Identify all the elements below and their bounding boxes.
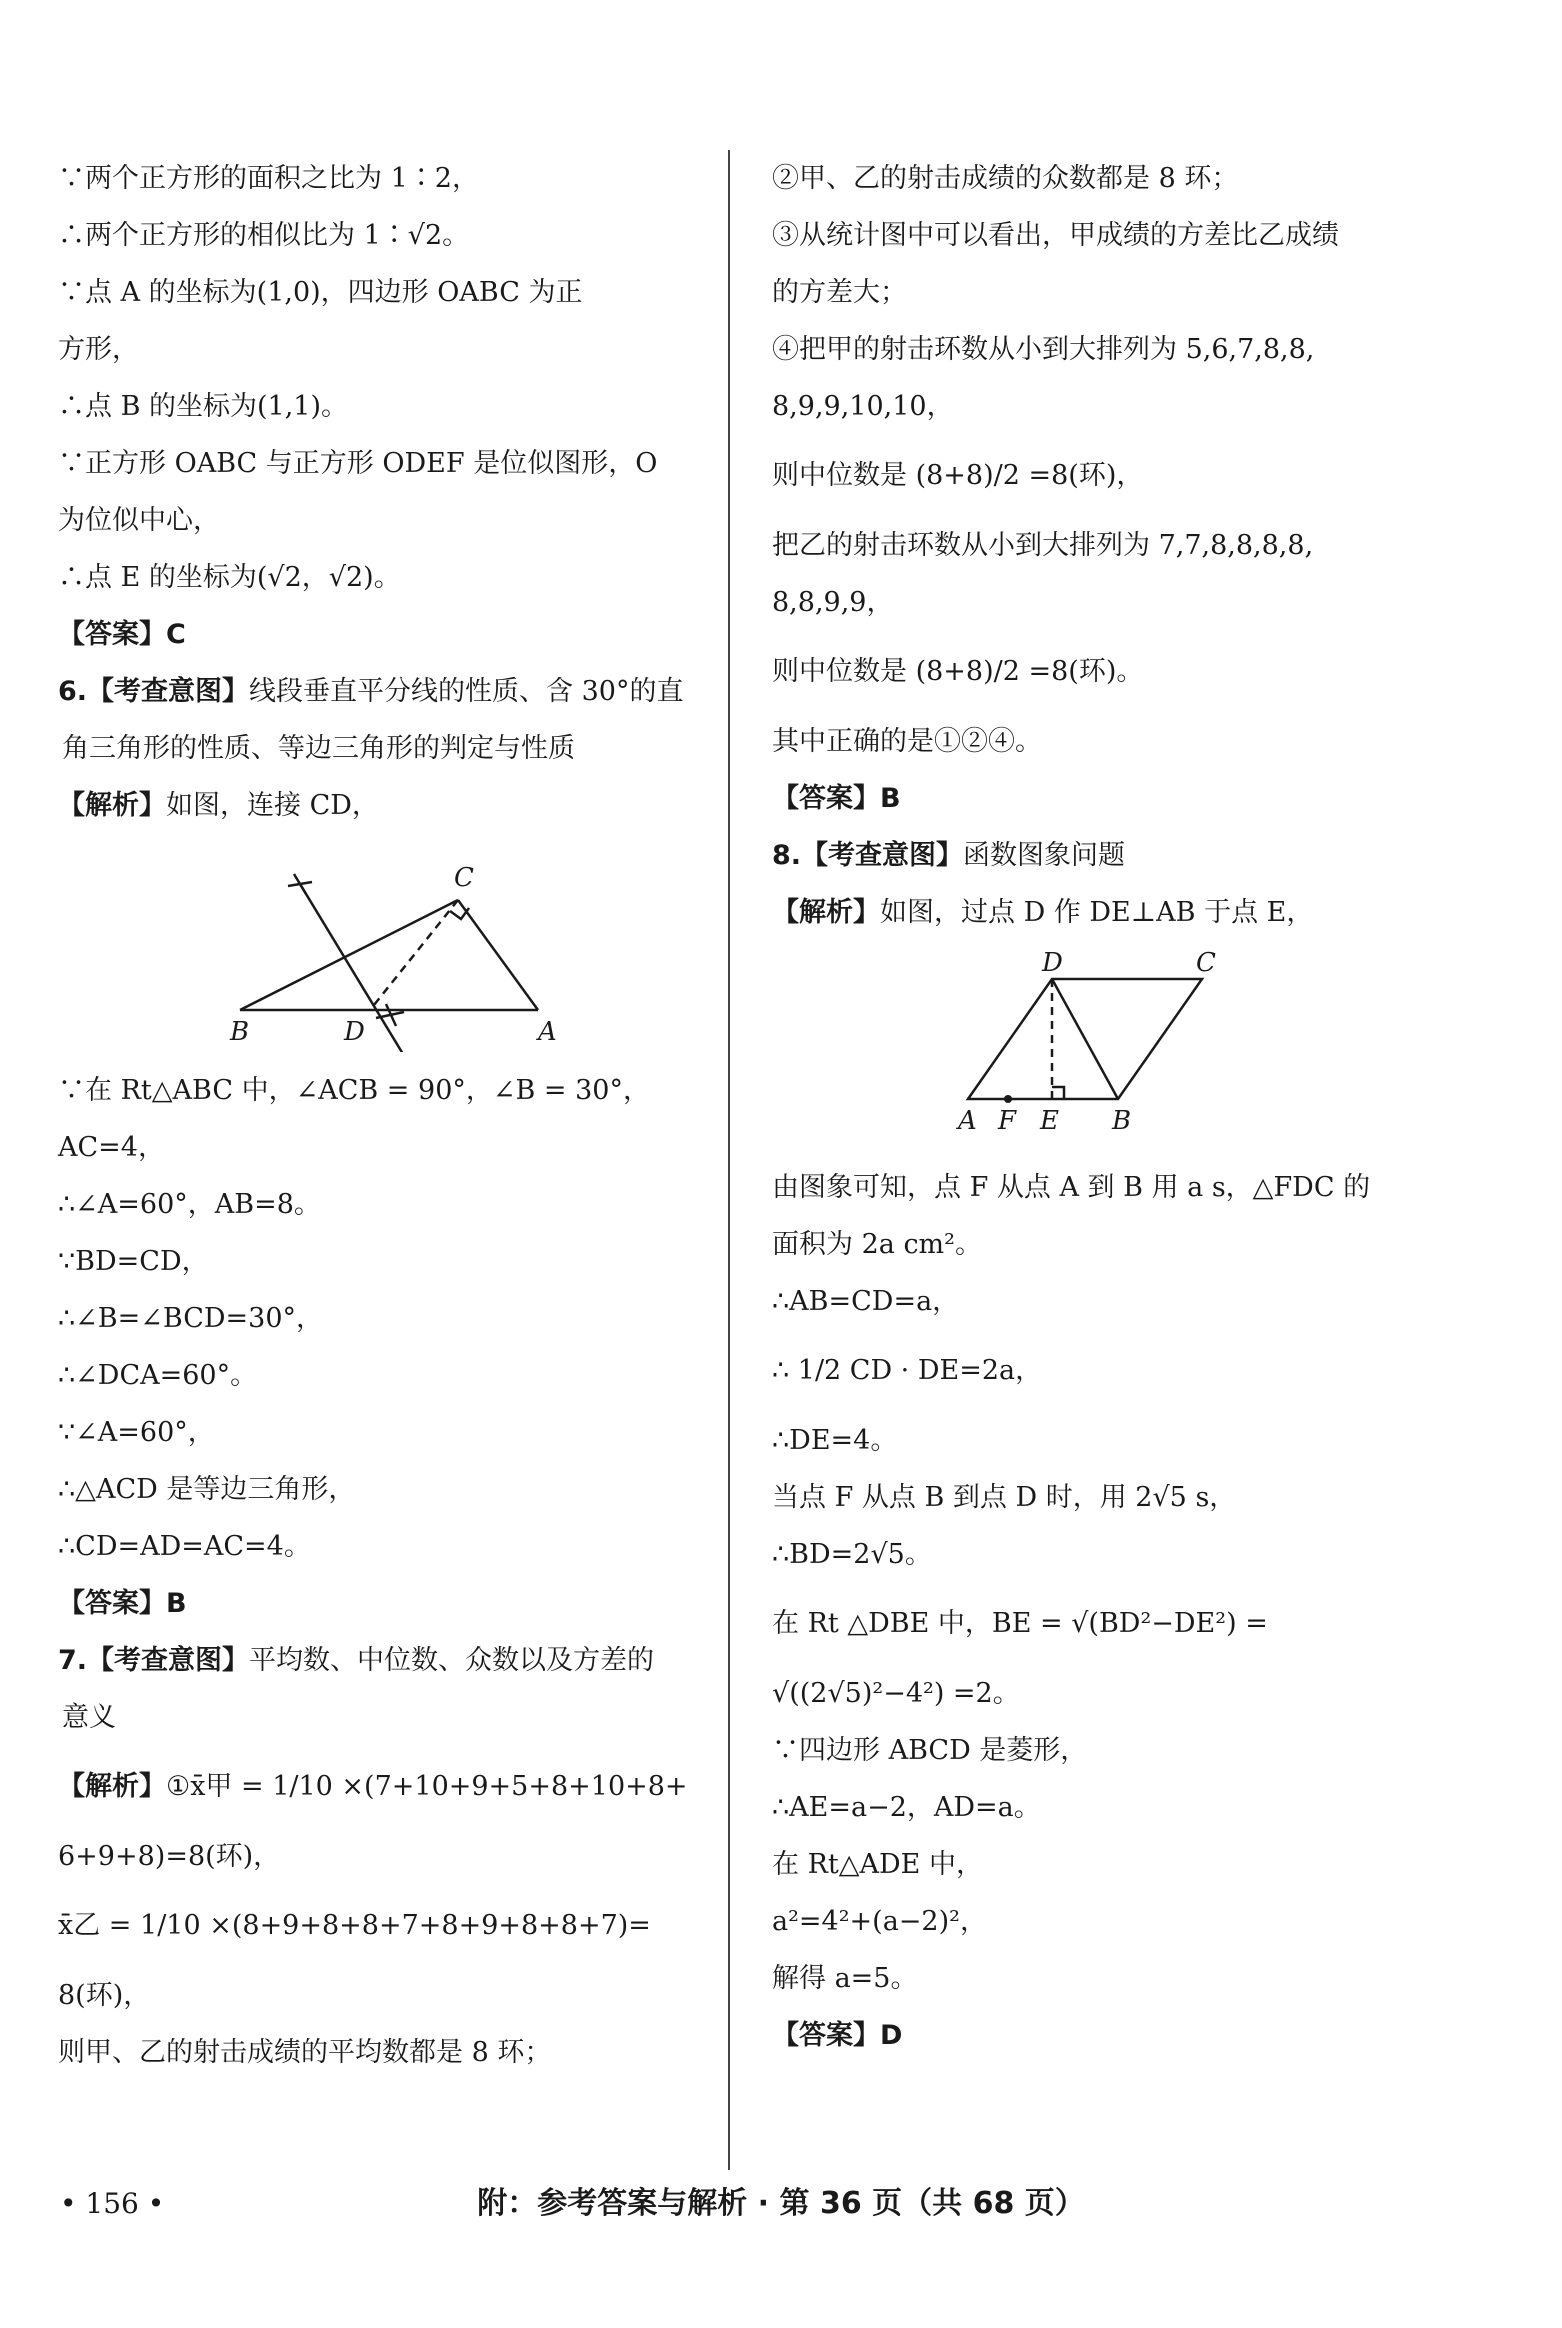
label-A: A bbox=[958, 1106, 977, 1136]
text-line: ∴∠A=60°，AB=8。 bbox=[58, 1189, 321, 1220]
label-F: F bbox=[998, 1106, 1017, 1136]
analysis-line bbox=[58, 1746, 698, 1828]
label-D: D bbox=[344, 1017, 365, 1047]
text-line: ∵∠A=60°， bbox=[58, 1417, 215, 1448]
label-C: C bbox=[454, 863, 474, 893]
text-line: ∴BD=2√5。 bbox=[772, 1539, 932, 1570]
label-D: D bbox=[1042, 949, 1063, 978]
text-line: AC=4， bbox=[58, 1132, 165, 1163]
page-number: • 156 • bbox=[60, 2187, 165, 2220]
column-divider bbox=[728, 150, 730, 2170]
question-6-heading bbox=[58, 663, 698, 720]
text-line: ∵在 Rt△ABC 中，∠ACB = 90°，∠B = 30°， bbox=[58, 1075, 650, 1106]
text-line: ∵正方形 OABC 与正方形 ODEF 是位似图形，O bbox=[58, 448, 658, 479]
right-column bbox=[772, 150, 1432, 2064]
label-A: A bbox=[538, 1017, 557, 1047]
text-line: 在 Rt△ADE 中， bbox=[772, 1849, 983, 1880]
page-footer bbox=[0, 2180, 1562, 2228]
text-line: ④把甲的射击环数从小到大排列为 5,6,7,8,8, bbox=[772, 334, 1315, 365]
text-line: ②甲、乙的射击成绩的众数都是 8 环； bbox=[772, 163, 1239, 194]
question-number: 8. bbox=[772, 840, 802, 871]
text-line: √((2√5)²−4²) =2。 bbox=[772, 1678, 1020, 1709]
question-7-heading bbox=[58, 1632, 698, 1689]
text-line: 方形， bbox=[58, 334, 139, 365]
triangle-figure bbox=[58, 842, 698, 1052]
text-line: 解得 a=5。 bbox=[772, 1963, 918, 1994]
answer-label: 【答案】D bbox=[772, 2020, 903, 2051]
text-line: 意义 bbox=[62, 1702, 116, 1733]
label-B: B bbox=[230, 1017, 250, 1047]
analysis-tag: 【解析】 bbox=[58, 790, 166, 821]
text-line: 6+9+8)=8(环)， bbox=[58, 1841, 281, 1872]
text-line: 8,8,9,9， bbox=[772, 587, 894, 618]
answer-label: 【答案】B bbox=[772, 783, 901, 814]
text-line: a²=4²+(a−2)²， bbox=[772, 1906, 987, 1937]
text-line: 由图象可知，点 F 从点 A 到 B 用 a s，△FDC 的 bbox=[772, 1172, 1371, 1203]
text-line: ∴ 1/2 CD · DE=2a， bbox=[772, 1355, 1043, 1386]
text-line: ∴点 B 的坐标为(1,1)。 bbox=[58, 391, 349, 422]
text-line: ③从统计图中可以看出，甲成绩的方差比乙成绩 bbox=[772, 220, 1339, 251]
text-line: ∴CD=AD=AC=4。 bbox=[58, 1531, 311, 1562]
analysis-text: 如图，过点 D 作 DE⊥AB 于点 E， bbox=[880, 897, 1314, 928]
section-tag: 【考查意图】 bbox=[87, 1645, 250, 1676]
label-B: B bbox=[1112, 1106, 1132, 1136]
answer-label: 【答案】B bbox=[58, 1588, 187, 1619]
text-line: 8,9,9,10,10， bbox=[772, 391, 954, 422]
text-line: 把乙的射击环数从小到大排列为 7,7,8,8,8,8, bbox=[772, 530, 1314, 561]
label-C: C bbox=[1196, 949, 1216, 978]
text-line: ∴点 E 的坐标为(√2，√2)。 bbox=[58, 562, 401, 593]
analysis-text: 如图，连接 CD， bbox=[166, 790, 379, 821]
text-line: 则中位数是 (8+8)/2 =8(环)， bbox=[772, 460, 1144, 491]
right-angle-mark bbox=[1052, 1087, 1064, 1099]
diagonal-BD bbox=[1052, 979, 1118, 1099]
answer-label: 【答案】C bbox=[58, 619, 186, 650]
rhombus-figure bbox=[772, 949, 1432, 1149]
text-line: ∴AB=CD=a， bbox=[772, 1286, 960, 1317]
analysis-tag: 【解析】 bbox=[772, 897, 880, 928]
text-line: x̄乙 = 1/10 ×(8+9+8+8+7+8+9+8+8+7)= bbox=[58, 1910, 651, 1941]
text-line: 则甲、乙的射击成绩的平均数都是 8 环； bbox=[58, 2037, 552, 2068]
text-line: 在 Rt △DBE 中，BE = √(BD²−DE²) = bbox=[772, 1608, 1268, 1639]
question-text: 线段垂直平分线的性质、含 30°的直 bbox=[249, 676, 684, 707]
text-line: ∵四边形 ABCD 是菱形， bbox=[772, 1735, 1088, 1766]
analysis-tag: 【解析】 bbox=[58, 1771, 166, 1802]
label-E: E bbox=[1040, 1106, 1059, 1136]
text-line: ∴DE=4。 bbox=[772, 1425, 898, 1456]
text-line: 8(环)， bbox=[58, 1980, 151, 2011]
text-line: 角三角形的性质、等边三角形的判定与性质 bbox=[62, 733, 575, 764]
text-line: ∴△ACD 是等边三角形， bbox=[58, 1474, 356, 1505]
text-line: 其中正确的是①②④。 bbox=[772, 726, 1042, 757]
analysis-line bbox=[58, 777, 698, 834]
question-number: 6. bbox=[58, 676, 88, 707]
section-tag: 【考查意图】 bbox=[87, 676, 250, 707]
text-line: 则中位数是 (8+8)/2 =8(环)。 bbox=[772, 656, 1144, 687]
text-line: ∴∠DCA=60°。 bbox=[58, 1360, 258, 1391]
segment-CD-dashed bbox=[370, 900, 458, 1010]
question-number: 7. bbox=[58, 1645, 88, 1676]
point-F bbox=[1004, 1095, 1012, 1103]
left-column bbox=[58, 150, 698, 2081]
question-text: 平均数、中位数、众数以及方差的 bbox=[249, 1645, 655, 1676]
text-line: 面积为 2a cm²。 bbox=[772, 1229, 982, 1260]
segment-BC bbox=[240, 900, 458, 1010]
text-line: 当点 F 从点 B 到点 D 时，用 2√5 s， bbox=[772, 1482, 1237, 1513]
question-8-heading bbox=[772, 827, 1432, 884]
text-line: ∵BD=CD， bbox=[58, 1246, 209, 1277]
footer-title: 附：参考答案与解析 · 第 36 页（共 68 页） bbox=[477, 2186, 1085, 2221]
text-line: 为位似中心， bbox=[58, 505, 220, 536]
question-text: 函数图象问题 bbox=[963, 840, 1126, 871]
analysis-text: ①x̄甲 = 1/10 ×(7+10+9+5+8+10+8+ bbox=[166, 1771, 688, 1802]
analysis-line bbox=[772, 884, 1432, 941]
segment-CA bbox=[458, 900, 538, 1010]
text-line: ∵点 A 的坐标为(1,0)，四边形 OABC 为正 bbox=[58, 277, 583, 308]
text-line: ∴∠B=∠BCD=30°， bbox=[58, 1303, 324, 1334]
text-line: ∵两个正方形的面积之比为 1∶2， bbox=[58, 163, 479, 194]
section-tag: 【考查意图】 bbox=[801, 840, 964, 871]
text-line: 的方差大； bbox=[772, 277, 907, 308]
text-line: ∴两个正方形的相似比为 1∶√2。 bbox=[58, 220, 470, 251]
text-line: ∴AE=a−2，AD=a。 bbox=[772, 1792, 1041, 1823]
